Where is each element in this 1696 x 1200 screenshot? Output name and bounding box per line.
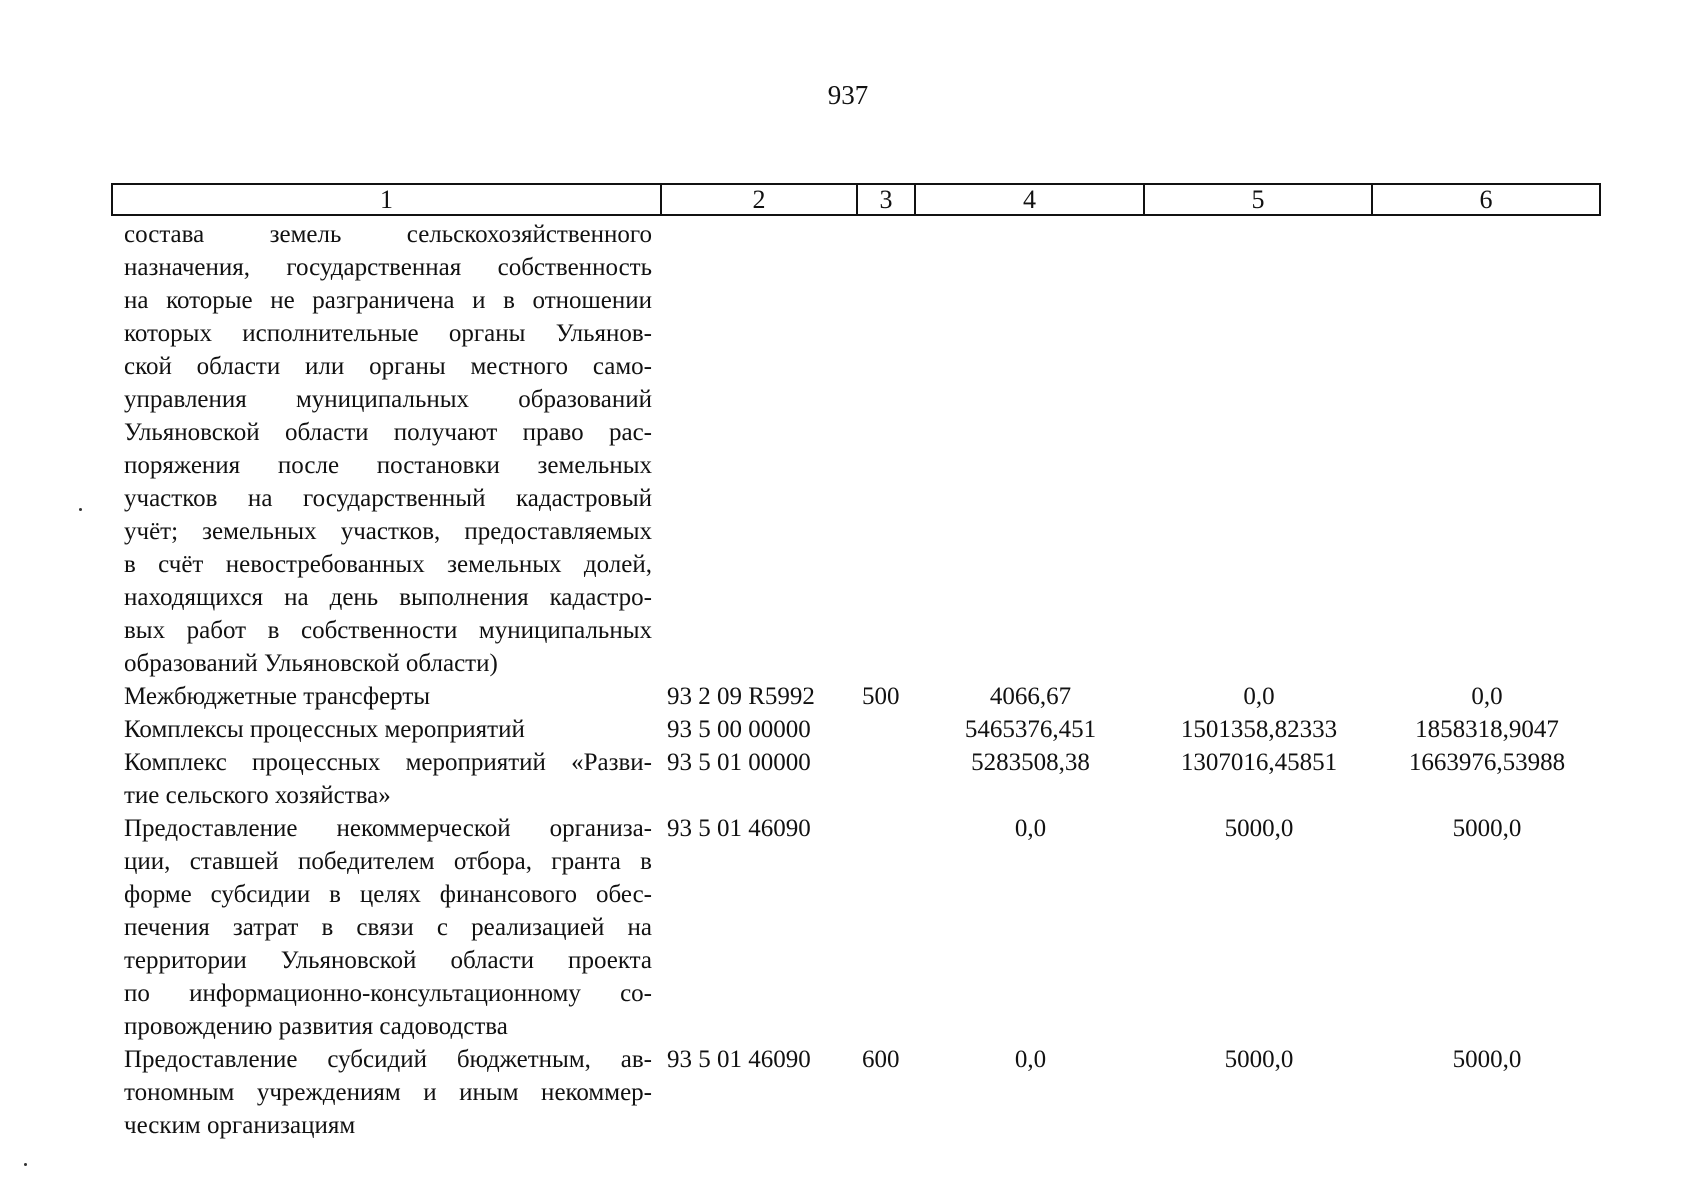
table-body xyxy=(0,218,1696,1142)
value-column-4: 4066,67 xyxy=(989,683,1072,710)
description-line: провождению развития садоводства xyxy=(124,1013,508,1040)
table-row xyxy=(0,680,1696,713)
budget-code: 93 2 09 R5992 xyxy=(667,683,815,710)
value-column-4: 0,0 xyxy=(1014,1046,1047,1073)
description-line: территории Ульяновской области проекта xyxy=(124,947,652,974)
budget-code: 93 5 01 46090 xyxy=(667,815,811,842)
description-line: которых исполнительные органы Ульянов- xyxy=(124,320,652,347)
column-header-1: 1 xyxy=(113,185,662,214)
description-line: Ульяновской области получают право рас- xyxy=(124,419,652,446)
description-line: тие сельского хозяйства» xyxy=(124,782,391,809)
description-line: Комплекс процессных мероприятий «Разви- xyxy=(124,749,652,776)
description-line: форме субсидии в целях финансового обес- xyxy=(124,881,652,908)
description-line: участков на государственный кадастровый xyxy=(124,485,652,512)
page-number: 937 xyxy=(827,80,869,110)
value-column-4: 5465376,451 xyxy=(964,716,1097,743)
description-line: Предоставление субсидий бюджетным, ав- xyxy=(124,1046,652,1073)
description-line: на которые не разграничена и в отношении xyxy=(124,287,652,314)
description-line: ской области или органы местного само- xyxy=(124,353,652,380)
value-column-6: 1663976,53988 xyxy=(1408,749,1566,776)
description-line: Предоставление некоммерческой организа- xyxy=(124,815,652,842)
expense-type: 600 xyxy=(862,1046,900,1073)
description-line: вых работ в собственности муниципальных xyxy=(124,617,652,644)
scan-speck xyxy=(24,1163,27,1166)
description-line: учёт; земельных участков, предоставляемых xyxy=(124,518,652,545)
table-row xyxy=(0,812,1696,1043)
value-column-4: 5283508,38 xyxy=(971,749,1090,776)
budget-code: 93 5 01 00000 xyxy=(667,749,811,776)
description-line: печения затрат в связи с реализацией на xyxy=(124,914,652,941)
column-header-3: 3 xyxy=(858,185,916,214)
description-line: по информационно-консультационному со- xyxy=(124,980,652,1007)
value-column-5: 1501358,82333 xyxy=(1180,716,1338,743)
column-header-2: 2 xyxy=(662,185,858,214)
description-line: находящихся на день выполнения кадастро- xyxy=(124,584,652,611)
table-row xyxy=(0,746,1696,812)
description-line: образований Ульяновской области) xyxy=(124,650,498,677)
column-header-6: 6 xyxy=(1479,185,1493,214)
value-column-4: 0,0 xyxy=(1014,815,1047,842)
column-header-row xyxy=(111,183,1601,216)
value-column-5: 5000,0 xyxy=(1224,815,1294,842)
description-line: в счёт невостребованных земельных долей, xyxy=(124,551,652,578)
value-column-6: 0,0 xyxy=(1471,683,1503,710)
description-line: тономным учреждениям и иным некоммер- xyxy=(124,1079,652,1106)
table-row xyxy=(0,1043,1696,1142)
description-line: ческим организациям xyxy=(124,1112,356,1139)
description-line: ции, ставшей победителем отбора, гранта в xyxy=(124,848,652,875)
row-description xyxy=(124,746,652,812)
scan-speck xyxy=(79,508,82,511)
value-column-6: 5000,0 xyxy=(1452,815,1522,842)
description-line: Межбюджетные трансферты xyxy=(124,683,431,710)
description-line: назначения, государственная собственность xyxy=(124,254,652,281)
table-row xyxy=(0,218,1696,680)
value-column-5: 1307016,45851 xyxy=(1180,749,1338,776)
budget-code: 93 5 01 46090 xyxy=(667,1046,811,1073)
value-column-6: 5000,0 xyxy=(1452,1046,1522,1073)
row-description xyxy=(124,1043,652,1142)
table-row xyxy=(0,713,1696,746)
row-description xyxy=(124,218,652,680)
expense-type: 500 xyxy=(862,683,900,710)
row-description xyxy=(124,680,652,713)
row-description xyxy=(124,812,652,1043)
row-description xyxy=(124,713,652,746)
value-column-5: 5000,0 xyxy=(1224,1046,1294,1073)
description-line: поряжения после постановки земельных xyxy=(124,452,652,479)
value-column-5: 0,0 xyxy=(1243,683,1275,710)
description-line: Комплексы процессных мероприятий xyxy=(124,716,525,743)
description-line: управления муниципальных образований xyxy=(124,386,652,413)
description-line: состава земель сельскохозяйственного xyxy=(124,221,652,248)
column-header-4: 4 xyxy=(916,185,1145,214)
budget-code: 93 5 00 00000 xyxy=(667,716,811,743)
column-header-5: 5 xyxy=(1145,185,1373,214)
value-column-6: 1858318,9047 xyxy=(1415,716,1559,743)
